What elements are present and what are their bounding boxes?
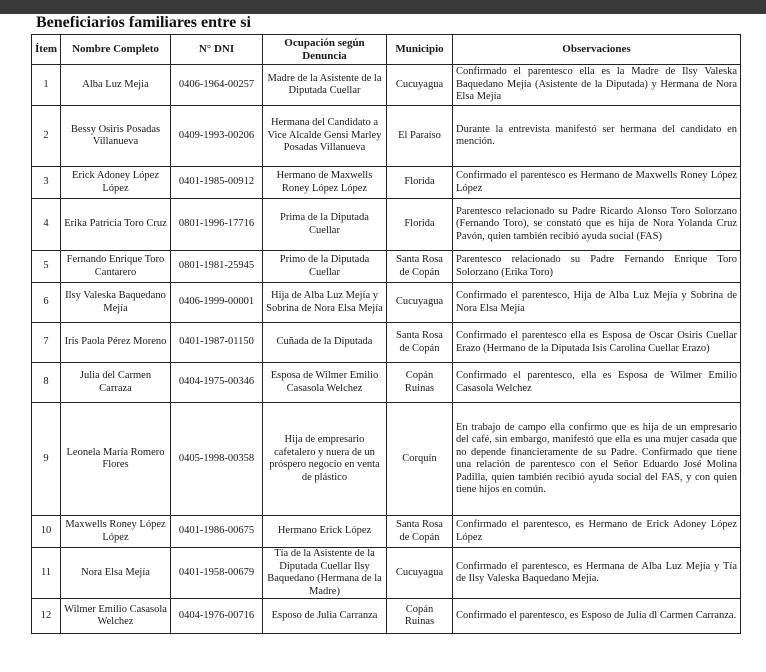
- cell-observaciones: Confirmado el parentesco, es Hermano de Erick Adoney López López: [453, 516, 741, 548]
- cell-ocupacion: Hermano Erick López: [263, 516, 387, 548]
- cell-ocupacion: Hija de Alba Luz Mejía y Sobrina de Nora Elsa Mejía: [263, 283, 387, 323]
- table-row: [32, 167, 741, 199]
- page-title: Beneficiarios familiares entre si: [36, 14, 251, 31]
- cell-ocupacion: Madre de la Asistente de la Diputada Cuellar: [263, 65, 387, 106]
- cell-municipio: Corquín: [387, 403, 453, 516]
- cell-ocupacion: Esposo de Julia Carranza: [263, 599, 387, 634]
- cell-observaciones: Confirmado el parentesco ella es la Madre de Ilsy Valeska Baquedano Mejía (Asistente de la Diputada) y Hermana de Nora Elsa Mejía: [453, 65, 741, 106]
- cell-municipio: Florida: [387, 167, 453, 199]
- cell-observaciones: Parentesco relacionado su Padre Fernando Enrique Toro Solorzano (Erika Toro): [453, 251, 741, 283]
- cell-item: 4: [32, 199, 61, 251]
- cell-ocupacion: Esposa de Wilmer Emilio Casasola Welchez: [263, 363, 387, 403]
- cell-dni: 0401-1985-00912: [171, 167, 263, 199]
- cell-municipio: Santa Rosa de Copán: [387, 251, 453, 283]
- cell-observaciones: Durante la entrevista manifestó ser hermana del candidato en mención.: [453, 106, 741, 167]
- cell-dni: 0801-1996-17716: [171, 199, 263, 251]
- cell-observaciones: Confirmado el parentesco, es Esposo de Julia dl Carmen Carranza.: [453, 599, 741, 634]
- cell-item: 10: [32, 516, 61, 548]
- cell-dni: 0401-1958-00679: [171, 548, 263, 599]
- cell-item: 6: [32, 283, 61, 323]
- cell-dni: 0405-1998-00358: [171, 403, 263, 516]
- cell-nombre: Maxwells Roney López López: [61, 516, 171, 548]
- cell-ocupacion: Cuñada de la Diputada: [263, 323, 387, 363]
- cell-municipio: Copán Ruinas: [387, 599, 453, 634]
- column-header-nombre: Nombre Completo: [61, 35, 171, 65]
- cell-observaciones: Confirmado el parentesco, ella es Esposa de Wilmer Emilio Casasola Welchez: [453, 363, 741, 403]
- cell-ocupacion: Hermano de Maxwells Roney López López: [263, 167, 387, 199]
- cell-observaciones: Parentesco relacionado su Padre Ricardo Alonso Toro Solorzano (Fernando Toro), se constató que es hija de Nora Yolanda Cruz Pavón, quien también recibió ayuda social (FAS): [453, 199, 741, 251]
- top-bar: [0, 0, 766, 14]
- table-row: [32, 199, 741, 251]
- table-row: [32, 283, 741, 323]
- column-header-observaciones: Observaciones: [453, 35, 741, 65]
- cell-nombre: Nora Elsa Mejía: [61, 548, 171, 599]
- cell-municipio: El Paraíso: [387, 106, 453, 167]
- cell-nombre: Julia del Carmen Carraza: [61, 363, 171, 403]
- table-row: [32, 516, 741, 548]
- cell-ocupacion: Hermana del Candidato a Vice Alcalde Gensi Marley Posadas Villanueva: [263, 106, 387, 167]
- cell-municipio: Cucuyagua: [387, 283, 453, 323]
- cell-nombre: Erick Adoney López López: [61, 167, 171, 199]
- table-row: [32, 403, 741, 516]
- cell-observaciones: Confirmado el parentesco ella es Esposa de Oscar Osiris Cuellar Erazo (Hermano de la Diputada Isis Carolina Cuellar Erazo): [453, 323, 741, 363]
- cell-dni: 0409-1993-00206: [171, 106, 263, 167]
- cell-item: 3: [32, 167, 61, 199]
- cell-ocupacion: Tía de la Asistente de la Diputada Cuellar Ilsy Baquedano (Hermana de la Madre): [263, 548, 387, 599]
- cell-item: 5: [32, 251, 61, 283]
- cell-item: 8: [32, 363, 61, 403]
- cell-municipio: Santa Rosa de Copán: [387, 516, 453, 548]
- cell-dni: 0406-1999-00001: [171, 283, 263, 323]
- cell-nombre: Ilsy Valeska Baquedano Mejía: [61, 283, 171, 323]
- table-row: [32, 106, 741, 167]
- cell-item: 7: [32, 323, 61, 363]
- cell-municipio: Santa Rosa de Copán: [387, 323, 453, 363]
- cell-municipio: Cucuyagua: [387, 548, 453, 599]
- cell-municipio: Florida: [387, 199, 453, 251]
- cell-ocupacion: Prima de la Diputada Cuellar: [263, 199, 387, 251]
- cell-ocupacion: Hija de empresario cafetalero y nuera de un próspero negocio en venta de plástico: [263, 403, 387, 516]
- cell-dni: 0801-1981-25945: [171, 251, 263, 283]
- table-row: [32, 548, 741, 599]
- cell-nombre: Alba Luz Mejia: [61, 65, 171, 106]
- cell-item: 11: [32, 548, 61, 599]
- cell-dni: 0404-1976-00716: [171, 599, 263, 634]
- cell-nombre: Wilmer Emilio Casasola Welchez: [61, 599, 171, 634]
- cell-dni: 0406-1964-00257: [171, 65, 263, 106]
- table-header-row: [32, 35, 741, 65]
- cell-item: 12: [32, 599, 61, 634]
- cell-municipio: Copán Ruinas: [387, 363, 453, 403]
- cell-nombre: Iris Paola Pérez Moreno: [61, 323, 171, 363]
- cell-item: 2: [32, 106, 61, 167]
- table-row: [32, 599, 741, 634]
- table-row: [32, 363, 741, 403]
- cell-observaciones: Confirmado el parentesco, Hija de Alba Luz Mejía y Sobrina de Nora Elsa Mejía: [453, 283, 741, 323]
- column-header-municipio: Municipio: [387, 35, 453, 65]
- cell-observaciones: Confirmado el parentesco es Hermano de Maxwells Roney López López: [453, 167, 741, 199]
- table-row: [32, 65, 741, 106]
- cell-observaciones: Confirmado el parentesco, es Hermana de Alba Luz Mejía y Tía de Ilsy Valeska Baquedano Mejía.: [453, 548, 741, 599]
- cell-nombre: Leonela María Romero Flores: [61, 403, 171, 516]
- column-header-ocupacion: Ocupación según Denuncia: [263, 35, 387, 65]
- beneficiaries-table: [31, 34, 741, 634]
- cell-dni: 0404-1975-00346: [171, 363, 263, 403]
- cell-dni: 0401-1986-00675: [171, 516, 263, 548]
- cell-nombre: Erika Patricia Toro Cruz: [61, 199, 171, 251]
- cell-item: 1: [32, 65, 61, 106]
- cell-item: 9: [32, 403, 61, 516]
- cell-nombre: Bessy Osiris Posadas Villanueva: [61, 106, 171, 167]
- table-row: [32, 251, 741, 283]
- cell-ocupacion: Primo de la Diputada Cuellar: [263, 251, 387, 283]
- cell-dni: 0401-1987-01150: [171, 323, 263, 363]
- cell-nombre: Fernando Enrique Toro Cantarero: [61, 251, 171, 283]
- column-header-dni: N° DNI: [171, 35, 263, 65]
- table-row: [32, 323, 741, 363]
- cell-municipio: Cucuyagua: [387, 65, 453, 106]
- cell-observaciones: En trabajo de campo ella confirmo que es hija de un empresario del café, sin embargo, manifestó que ella es una mujer casada que no depende financieramente de su Padre. Confirmado que tiene una relación de parentesco con el Señor Eduardo José Molina Padilla, quien también recibió ayuda social del FAS, y con quien tiene hijos en común.: [453, 403, 741, 516]
- column-header-item: Ítem: [32, 35, 61, 65]
